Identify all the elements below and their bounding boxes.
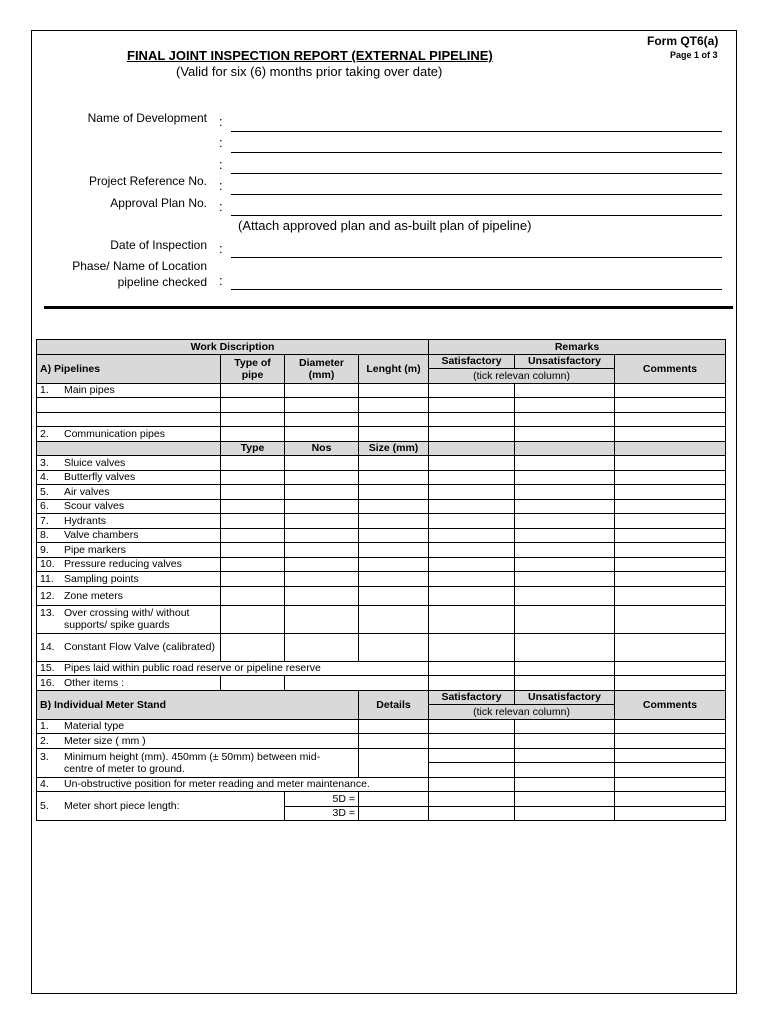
approval-plan-line[interactable] xyxy=(231,215,722,216)
table-row xyxy=(37,557,726,572)
entry-cell[interactable] xyxy=(429,470,515,485)
colon: : xyxy=(219,114,223,129)
entry-cell[interactable] xyxy=(429,383,515,398)
entry-cell[interactable] xyxy=(515,777,615,792)
entry-cell[interactable] xyxy=(515,605,615,633)
entry-cell[interactable] xyxy=(285,586,359,605)
entry-cell[interactable] xyxy=(515,763,615,778)
item-label xyxy=(37,605,221,633)
item-text: Pressure reducing valves xyxy=(64,558,182,571)
date-of-inspection-line[interactable] xyxy=(231,257,722,258)
item-text: Communication pipes xyxy=(64,427,165,440)
entry-cell[interactable] xyxy=(221,543,285,558)
entry-cell[interactable] xyxy=(359,456,429,471)
entry-cell[interactable] xyxy=(515,572,615,587)
entry-cell[interactable] xyxy=(615,734,726,749)
entry-cell[interactable] xyxy=(359,528,429,543)
attach-plan-note: (Attach approved plan and as-built plan of pipeline) xyxy=(238,218,532,233)
item-number: 11. xyxy=(40,572,54,585)
entry-cell[interactable] xyxy=(359,470,429,485)
entry-cell[interactable] xyxy=(429,499,515,514)
entry-cell[interactable] xyxy=(221,485,285,500)
item-label xyxy=(37,557,221,572)
item-text: Other items : xyxy=(64,676,125,689)
entry-cell[interactable] xyxy=(515,383,615,398)
table-row xyxy=(37,456,726,471)
project-reference-line[interactable] xyxy=(231,194,722,195)
item-text: Pipes laid within public road reserve or pipeline reserve xyxy=(64,662,321,675)
item-label xyxy=(37,719,359,734)
entry-cell[interactable] xyxy=(429,514,515,529)
entry-cell[interactable] xyxy=(515,792,615,807)
colon: : xyxy=(219,199,223,214)
entry-cell[interactable] xyxy=(515,514,615,529)
date-of-inspection-label: Date of Inspection xyxy=(110,238,207,252)
item-label xyxy=(37,748,359,777)
entry-cell[interactable] xyxy=(615,412,726,427)
entry-cell[interactable] xyxy=(429,557,515,572)
item-text: Un-obstructive position for meter reading and meter maintenance. xyxy=(64,778,370,791)
entry-cell[interactable] xyxy=(359,383,429,398)
blank-header xyxy=(615,441,726,456)
item-number: 1. xyxy=(40,720,49,733)
entry-cell[interactable] xyxy=(285,605,359,633)
item-text: Minimum height (mm). 450mm (± 50mm) between mid-centre of meter to ground. xyxy=(64,750,321,775)
entry-cell[interactable] xyxy=(221,412,285,427)
section-divider xyxy=(44,306,733,309)
item-label xyxy=(37,661,429,676)
size-header: Size (mm) xyxy=(359,441,429,456)
item-number: 2. xyxy=(40,427,49,440)
section-a-header: A) Pipelines xyxy=(37,354,221,383)
entry-cell[interactable] xyxy=(515,661,615,676)
approval-plan-label: Approval Plan No. xyxy=(110,196,207,210)
entry-cell[interactable] xyxy=(429,661,515,676)
table-subheader-row xyxy=(37,441,726,456)
table-row xyxy=(37,676,726,691)
entry-cell[interactable] xyxy=(359,748,429,777)
entry-cell[interactable] xyxy=(515,528,615,543)
unsatisfactory-header: Unsatisfactory xyxy=(515,690,615,705)
table-header-row xyxy=(37,354,726,369)
item-text: Butterfly valves xyxy=(64,471,136,484)
entry-cell[interactable] xyxy=(221,676,285,691)
inspection-table xyxy=(36,339,726,821)
entry-cell[interactable] xyxy=(359,605,429,633)
form-number: Form QT6(a) xyxy=(647,34,719,48)
name-of-development-label: Name of Development xyxy=(87,111,207,125)
entry-cell[interactable] xyxy=(285,485,359,500)
entry-cell[interactable] xyxy=(515,543,615,558)
item-number: 1. xyxy=(40,384,49,397)
table-row xyxy=(37,427,726,442)
item-number: 5. xyxy=(40,800,49,812)
entry-cell[interactable] xyxy=(221,470,285,485)
entry-cell[interactable] xyxy=(221,427,285,442)
entry-cell[interactable] xyxy=(285,427,359,442)
entry-cell[interactable] xyxy=(285,528,359,543)
entry-cell[interactable] xyxy=(615,557,726,572)
entry-cell[interactable] xyxy=(285,514,359,529)
entry-cell[interactable] xyxy=(515,719,615,734)
entry-cell[interactable] xyxy=(515,499,615,514)
entry-cell[interactable] xyxy=(285,676,429,691)
item-number: 7. xyxy=(40,514,49,527)
entry-cell[interactable] xyxy=(285,398,359,413)
phase-location-line[interactable] xyxy=(231,289,722,290)
table-row xyxy=(37,528,726,543)
blank-header xyxy=(429,441,515,456)
item-number: 6. xyxy=(40,500,49,513)
entry-cell[interactable] xyxy=(429,605,515,633)
entry-cell[interactable] xyxy=(615,543,726,558)
entry-cell[interactable] xyxy=(515,412,615,427)
item-text: Pipe markers xyxy=(64,543,126,556)
blank-cell xyxy=(37,412,221,427)
entry-cell[interactable] xyxy=(359,633,429,661)
entry-cell[interactable] xyxy=(429,427,515,442)
colon: : xyxy=(219,178,223,193)
entry-cell[interactable] xyxy=(221,383,285,398)
report-subtitle: (Valid for six (6) months prior taking over date) xyxy=(176,64,443,79)
entry-cell[interactable] xyxy=(429,763,515,778)
item-number: 2. xyxy=(40,734,49,747)
entry-cell[interactable] xyxy=(615,398,726,413)
entry-cell[interactable] xyxy=(615,748,726,763)
report-title: FINAL JOINT INSPECTION REPORT (EXTERNAL PIPELINE) xyxy=(127,48,493,63)
entry-cell[interactable] xyxy=(515,676,615,691)
table-row xyxy=(37,412,726,427)
item-label xyxy=(37,427,221,442)
entry-cell[interactable] xyxy=(615,485,726,500)
tick-note: (tick relevan column) xyxy=(429,705,615,720)
entry-cell[interactable] xyxy=(515,806,615,821)
entry-cell[interactable] xyxy=(285,557,359,572)
item-number: 5. xyxy=(40,485,49,498)
entry-cell[interactable] xyxy=(615,605,726,633)
item-text: Sampling points xyxy=(64,572,139,585)
item-number: 16. xyxy=(40,676,55,689)
entry-cell[interactable] xyxy=(615,719,726,734)
table-row xyxy=(37,734,726,749)
entry-cell[interactable] xyxy=(429,543,515,558)
item-number: 3. xyxy=(40,456,49,469)
table-row xyxy=(37,572,726,587)
entry-cell[interactable] xyxy=(359,485,429,500)
satisfactory-header: Satisfactory xyxy=(429,690,515,705)
entry-cell[interactable] xyxy=(221,499,285,514)
table-row xyxy=(37,748,726,763)
item-number: 4. xyxy=(40,778,49,791)
entry-cell[interactable] xyxy=(615,514,726,529)
entry-cell[interactable] xyxy=(615,586,726,605)
item-label xyxy=(37,543,221,558)
entry-cell[interactable] xyxy=(615,763,726,778)
entry-cell[interactable] xyxy=(285,633,359,661)
table-row xyxy=(37,633,726,661)
table-row xyxy=(37,383,726,398)
entry-cell[interactable] xyxy=(615,676,726,691)
entry-cell[interactable] xyxy=(429,792,515,807)
entry-cell[interactable] xyxy=(429,398,515,413)
entry-cell[interactable] xyxy=(359,499,429,514)
item-number: 15. xyxy=(40,662,55,675)
entry-cell[interactable] xyxy=(221,605,285,633)
name-of-development-line-2[interactable] xyxy=(231,152,722,153)
item-label xyxy=(37,470,221,485)
entry-cell[interactable] xyxy=(221,633,285,661)
table-row xyxy=(37,792,726,807)
colon: : xyxy=(219,157,223,172)
entry-cell[interactable] xyxy=(515,398,615,413)
entry-cell[interactable] xyxy=(221,456,285,471)
table-row xyxy=(37,777,726,792)
name-of-development-line-3[interactable] xyxy=(231,173,722,174)
item-text: Valve chambers xyxy=(64,529,139,542)
table-header-row xyxy=(37,340,726,355)
table-row xyxy=(37,543,726,558)
table-row xyxy=(37,514,726,529)
length-header: Lenght (m) xyxy=(359,354,429,383)
label-3d: 3D = xyxy=(285,806,359,821)
entry-cell[interactable] xyxy=(515,586,615,605)
satisfactory-header: Satisfactory xyxy=(429,354,515,369)
entry-cell[interactable] xyxy=(615,427,726,442)
item-label xyxy=(37,485,221,500)
entry-cell[interactable] xyxy=(359,412,429,427)
item-text: Meter size ( mm ) xyxy=(64,734,146,747)
item-number: 12. xyxy=(40,589,55,602)
entry-cell[interactable] xyxy=(285,572,359,587)
item-number: 4. xyxy=(40,471,49,484)
item-label xyxy=(37,514,221,529)
entry-cell[interactable] xyxy=(429,586,515,605)
details-header: Details xyxy=(359,690,429,719)
section-b-header: B) Individual Meter Stand xyxy=(37,690,359,719)
label-5d: 5D = xyxy=(285,792,359,807)
entry-cell[interactable] xyxy=(429,485,515,500)
tick-note: (tick relevan column) xyxy=(429,369,615,384)
item-text: Scour valves xyxy=(64,500,125,513)
entry-cell[interactable] xyxy=(515,633,615,661)
table-row xyxy=(37,499,726,514)
item-number: 14. xyxy=(40,641,55,653)
entry-cell[interactable] xyxy=(615,777,726,792)
blank-cell xyxy=(37,398,221,413)
entry-cell[interactable] xyxy=(221,586,285,605)
entry-cell[interactable] xyxy=(359,586,429,605)
entry-cell[interactable] xyxy=(515,557,615,572)
item-label xyxy=(37,572,221,587)
entry-cell[interactable] xyxy=(285,499,359,514)
entry-cell[interactable] xyxy=(221,572,285,587)
entry-cell[interactable] xyxy=(429,572,515,587)
colon: : xyxy=(219,135,223,150)
entry-cell[interactable] xyxy=(359,734,429,749)
project-reference-label: Project Reference No. xyxy=(88,174,207,188)
entry-cell[interactable] xyxy=(429,633,515,661)
entry-cell[interactable] xyxy=(615,572,726,587)
pipeline-checked-label: pipeline checked xyxy=(117,275,207,289)
item-label xyxy=(37,676,221,691)
entry-cell[interactable] xyxy=(221,528,285,543)
entry-cell[interactable] xyxy=(515,470,615,485)
entry-cell[interactable] xyxy=(615,528,726,543)
comments-header: Comments xyxy=(615,690,726,719)
colon: : xyxy=(219,273,223,288)
entry-cell[interactable] xyxy=(285,470,359,485)
item-label xyxy=(37,777,429,792)
entry-cell[interactable] xyxy=(429,719,515,734)
item-number: 3. xyxy=(40,750,49,763)
entry-cell[interactable] xyxy=(515,734,615,749)
entry-cell[interactable] xyxy=(515,427,615,442)
table-row xyxy=(37,719,726,734)
blank-header xyxy=(37,441,221,456)
entry-cell[interactable] xyxy=(359,557,429,572)
table-row xyxy=(37,661,726,676)
table-row xyxy=(37,398,726,413)
entry-cell[interactable] xyxy=(359,719,429,734)
entry-cell[interactable] xyxy=(615,661,726,676)
entry-cell[interactable] xyxy=(359,427,429,442)
item-text: Over crossing with/ without supports/ spike guards xyxy=(64,607,190,631)
work-description-header: Work Discription xyxy=(37,340,429,355)
entry-cell[interactable] xyxy=(285,543,359,558)
phase-location-label: Phase/ Name of Location xyxy=(72,259,207,273)
type-of-pipe-header: Type of pipe xyxy=(221,354,285,383)
entry-cell[interactable] xyxy=(515,456,615,471)
entry-cell[interactable] xyxy=(615,383,726,398)
item-text: Air valves xyxy=(64,485,110,498)
entry-cell[interactable] xyxy=(515,485,615,500)
item-label xyxy=(37,633,221,661)
entry-cell[interactable] xyxy=(429,528,515,543)
entry-cell[interactable] xyxy=(429,748,515,763)
item-label xyxy=(37,383,221,398)
unsatisfactory-header: Unsatisfactory xyxy=(515,354,615,369)
entry-cell[interactable] xyxy=(429,676,515,691)
diameter-header: Diameter (mm) xyxy=(285,354,359,383)
blank-header xyxy=(515,441,615,456)
entry-cell[interactable] xyxy=(615,470,726,485)
entry-cell[interactable] xyxy=(359,792,429,807)
entry-cell[interactable] xyxy=(359,806,429,821)
page-number: Page 1 of 3 xyxy=(670,50,718,60)
entry-cell[interactable] xyxy=(429,412,515,427)
table-row xyxy=(37,586,726,605)
item-label xyxy=(37,499,221,514)
item-number: 10. xyxy=(40,558,55,571)
entry-cell[interactable] xyxy=(221,398,285,413)
table-row xyxy=(37,470,726,485)
table-row xyxy=(37,605,726,633)
item-label xyxy=(37,792,285,821)
entry-cell[interactable] xyxy=(615,792,726,807)
item-text: Hydrants xyxy=(64,514,107,527)
entry-cell[interactable] xyxy=(429,806,515,821)
entry-cell[interactable] xyxy=(429,734,515,749)
name-of-development-line-1[interactable] xyxy=(231,131,722,132)
entry-cell[interactable] xyxy=(285,456,359,471)
table-header-row xyxy=(37,690,726,705)
item-label xyxy=(37,586,221,605)
item-number: 13. xyxy=(40,607,55,619)
item-number: 9. xyxy=(40,543,49,556)
item-text: Constant Flow Valve (calibrated) xyxy=(64,641,215,653)
item-text: Main pipes xyxy=(64,384,115,397)
item-label xyxy=(37,734,359,749)
entry-cell[interactable] xyxy=(359,543,429,558)
entry-cell[interactable] xyxy=(515,748,615,763)
entry-cell[interactable] xyxy=(615,456,726,471)
item-text: Meter short piece length: xyxy=(64,800,180,812)
entry-cell[interactable] xyxy=(615,499,726,514)
nos-header: Nos xyxy=(285,441,359,456)
entry-cell[interactable] xyxy=(285,412,359,427)
colon: : xyxy=(219,241,223,256)
item-number: 8. xyxy=(40,529,49,542)
item-label xyxy=(37,528,221,543)
entry-cell[interactable] xyxy=(615,633,726,661)
item-text: Material type xyxy=(64,720,125,733)
item-label xyxy=(37,456,221,471)
type-header: Type xyxy=(221,441,285,456)
entry-cell[interactable] xyxy=(221,514,285,529)
entry-cell[interactable] xyxy=(359,514,429,529)
entry-cell[interactable] xyxy=(429,456,515,471)
item-text: Zone meters xyxy=(64,589,123,602)
entry-cell[interactable] xyxy=(285,383,359,398)
entry-cell[interactable] xyxy=(221,557,285,572)
comments-header: Comments xyxy=(615,354,726,383)
entry-cell[interactable] xyxy=(615,806,726,821)
entry-cell[interactable] xyxy=(359,572,429,587)
table-row xyxy=(37,485,726,500)
entry-cell[interactable] xyxy=(429,777,515,792)
item-text: Sluice valves xyxy=(64,456,126,469)
remarks-header: Remarks xyxy=(429,340,726,355)
entry-cell[interactable] xyxy=(359,398,429,413)
